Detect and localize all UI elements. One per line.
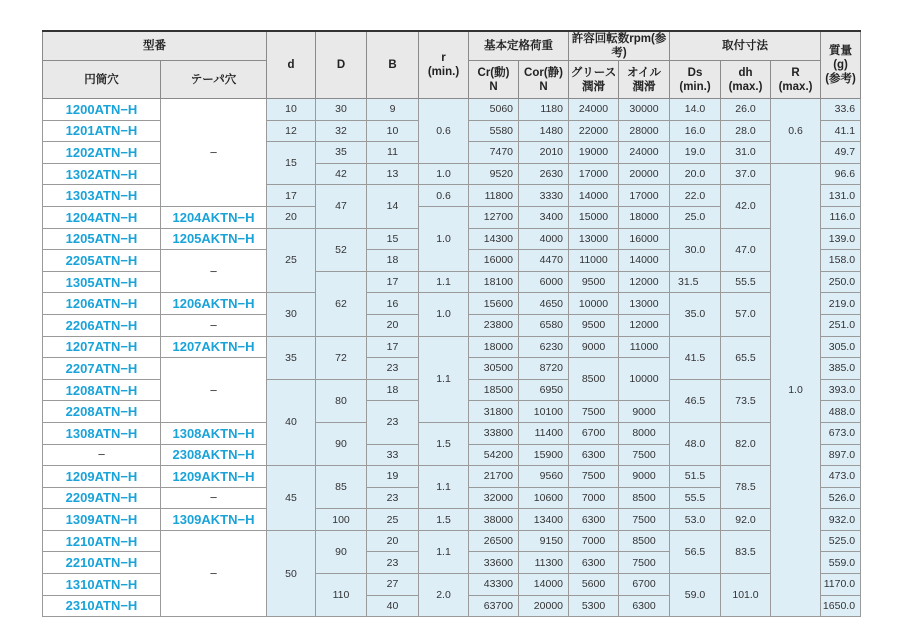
cell-mass: 219.0: [821, 293, 861, 315]
cell-d: 20: [267, 206, 316, 228]
cell-cr: 33600: [469, 552, 519, 574]
table-row: [43, 99, 861, 121]
cell-grease: 5600: [569, 574, 619, 596]
cell-cor: 6580: [519, 314, 569, 336]
cell-dh: 26.0: [721, 99, 771, 121]
table-row: [43, 422, 861, 444]
part-number: 1208ATN−H: [43, 379, 161, 401]
taper-part-number: −: [161, 250, 267, 293]
d-header: d: [267, 31, 316, 99]
cell-dh: 83.5: [721, 530, 771, 573]
cell-oil: 20000: [619, 163, 670, 185]
cell-cr: 33800: [469, 422, 519, 444]
cell-cr: 63700: [469, 595, 519, 617]
ds-header: Ds (min.): [670, 61, 721, 99]
cell-grease: 5300: [569, 595, 619, 617]
cell-D: 100: [316, 509, 367, 531]
mount-header: 取付寸法: [670, 31, 821, 61]
cell-oil: 24000: [619, 142, 670, 164]
cell-mass: 1170.0: [821, 574, 861, 596]
cell-d: 12: [267, 120, 316, 142]
cell-B: 11: [367, 142, 419, 164]
cell-B: 17: [367, 336, 419, 358]
cell-grease: 9500: [569, 271, 619, 293]
cell-grease: 10000: [569, 293, 619, 315]
speed-header: 許容回転数rpm(参考): [569, 31, 670, 61]
cell-oil: 14000: [619, 250, 670, 272]
cell-cr: 43300: [469, 574, 519, 596]
cell-r: 2.0: [419, 574, 469, 617]
cell-cr: 14300: [469, 228, 519, 250]
cell-B: 17: [367, 271, 419, 293]
cell-mass: 488.0: [821, 401, 861, 423]
cell-B: 15: [367, 228, 419, 250]
cell-cor: 3400: [519, 206, 569, 228]
part-number: 1201ATN−H: [43, 120, 161, 142]
cell-mass: 49.7: [821, 142, 861, 164]
cell-cr: 38000: [469, 509, 519, 531]
part-number: 1210ATN−H: [43, 530, 161, 552]
cell-ds: 19.0: [670, 142, 721, 164]
cell-mass: 158.0: [821, 250, 861, 272]
r-header: r (min.): [419, 31, 469, 99]
cell-oil: 12000: [619, 271, 670, 293]
cell-r: 1.1: [419, 466, 469, 509]
cell-grease: 9500: [569, 314, 619, 336]
part-number: 1209ATN−H: [43, 466, 161, 488]
cell-D: 72: [316, 336, 367, 379]
cell-B: 16: [367, 293, 419, 315]
cell-cr: 18100: [469, 271, 519, 293]
cell-cor: 1180: [519, 99, 569, 121]
part-number: −: [43, 444, 161, 466]
cell-cor: 13400: [519, 509, 569, 531]
grease-header: グリース 潤滑: [569, 61, 619, 99]
cr-header: Cr(動) N: [469, 61, 519, 99]
cell-B: 9: [367, 99, 419, 121]
cell-ds: 20.0: [670, 163, 721, 185]
cell-r: 1.1: [419, 336, 469, 422]
cell-grease: 7000: [569, 487, 619, 509]
cell-r: 1.0: [419, 293, 469, 336]
bore-taper-header: テーパ穴: [161, 61, 267, 99]
part-number: 2206ATN−H: [43, 314, 161, 336]
cell-oil: 6700: [619, 574, 670, 596]
cell-r: 1.5: [419, 509, 469, 531]
cell-grease: 6300: [569, 552, 619, 574]
taper-part-number: −: [161, 99, 267, 207]
cell-d: 15: [267, 142, 316, 185]
load-rating-header: 基本定格荷重: [469, 31, 569, 61]
part-number: 1202ATN−H: [43, 142, 161, 164]
cell-cor: 9150: [519, 530, 569, 552]
cell-ds: 35.0: [670, 293, 721, 336]
cell-cor: 1480: [519, 120, 569, 142]
cell-cr: 18500: [469, 379, 519, 401]
cell-B: 20: [367, 530, 419, 552]
cell-cr: 15600: [469, 293, 519, 315]
R-header: R (max.): [771, 61, 821, 99]
cell-grease: 6700: [569, 422, 619, 444]
cell-D: 42: [316, 163, 367, 185]
part-number: 2208ATN−H: [43, 401, 161, 423]
cell-mass: 139.0: [821, 228, 861, 250]
cell-d: 35: [267, 336, 316, 379]
cell-grease: 13000: [569, 228, 619, 250]
cell-ds: 46.5: [670, 379, 721, 422]
cell-cr: 5580: [469, 120, 519, 142]
cell-cr: 23800: [469, 314, 519, 336]
cell-mass: 526.0: [821, 487, 861, 509]
cell-B: 13: [367, 163, 419, 185]
cell-B: 23: [367, 487, 419, 509]
cell-grease: 14000: [569, 185, 619, 207]
cell-B: 27: [367, 574, 419, 596]
cell-grease: 19000: [569, 142, 619, 164]
cell-grease: 6300: [569, 444, 619, 466]
table-row: [43, 293, 861, 315]
part-number: 2310ATN−H: [43, 595, 161, 617]
part-number: 1309ATN−H: [43, 509, 161, 531]
cor-header: Cor(静) N: [519, 61, 569, 99]
cell-D: 62: [316, 271, 367, 336]
cell-grease: 7000: [569, 530, 619, 552]
cell-oil: 8000: [619, 422, 670, 444]
cell-grease: 8500: [569, 358, 619, 401]
cell-D: 32: [316, 120, 367, 142]
cell-B: 14: [367, 185, 419, 228]
bore-round-header: 円筒穴: [43, 61, 161, 99]
cell-d: 40: [267, 379, 316, 465]
cell-B: 19: [367, 466, 419, 488]
cell-cr: 32000: [469, 487, 519, 509]
taper-part-number: −: [161, 358, 267, 423]
cell-grease: 24000: [569, 99, 619, 121]
cell-dh: 31.0: [721, 142, 771, 164]
taper-part-number: 1204AKTN−H: [161, 206, 267, 228]
cell-mass: 33.6: [821, 99, 861, 121]
taper-part-number: 1308AKTN−H: [161, 422, 267, 444]
cell-dh: 65.5: [721, 336, 771, 379]
cell-cor: 6230: [519, 336, 569, 358]
cell-cr: 16000: [469, 250, 519, 272]
cell-mass: 897.0: [821, 444, 861, 466]
cell-oil: 13000: [619, 293, 670, 315]
cell-oil: 8500: [619, 530, 670, 552]
cell-mass: 559.0: [821, 552, 861, 574]
cell-cr: 54200: [469, 444, 519, 466]
cell-oil: 12000: [619, 314, 670, 336]
taper-part-number: 1205AKTN−H: [161, 228, 267, 250]
cell-cr: 11800: [469, 185, 519, 207]
cell-r: 0.6: [419, 99, 469, 164]
cell-cr: 26500: [469, 530, 519, 552]
cell-B: 23: [367, 401, 419, 444]
cell-ds: 25.0: [670, 206, 721, 228]
taper-part-number: 1207AKTN−H: [161, 336, 267, 358]
cell-B: 23: [367, 358, 419, 380]
taper-part-number: 1309AKTN−H: [161, 509, 267, 531]
cell-mass: 393.0: [821, 379, 861, 401]
cell-mass: 385.0: [821, 358, 861, 380]
cell-oil: 30000: [619, 99, 670, 121]
model-header: 型番: [43, 31, 267, 61]
cell-r: 1.1: [419, 271, 469, 293]
cell-D: 35: [316, 142, 367, 164]
part-number: 1308ATN−H: [43, 422, 161, 444]
cell-oil: 7500: [619, 552, 670, 574]
cell-ds: 56.5: [670, 530, 721, 573]
cell-mass: 251.0: [821, 314, 861, 336]
cell-B: 18: [367, 250, 419, 272]
cell-dh: 57.0: [721, 293, 771, 336]
mass-header: 質量 (g) (参考): [821, 31, 861, 99]
cell-grease: 9000: [569, 336, 619, 358]
cell-mass: 932.0: [821, 509, 861, 531]
cell-cor: 2630: [519, 163, 569, 185]
cell-oil: 9000: [619, 401, 670, 423]
cell-grease: 17000: [569, 163, 619, 185]
cell-oil: 10000: [619, 358, 670, 401]
oil-header: オイル 潤滑: [619, 61, 670, 99]
cell-B: 23: [367, 552, 419, 574]
cell-r: 1.5: [419, 422, 469, 465]
cell-d: 50: [267, 530, 316, 616]
cell-cr: 31800: [469, 401, 519, 423]
cell-ds: 51.5: [670, 466, 721, 488]
cell-grease: 15000: [569, 206, 619, 228]
cell-mass: 473.0: [821, 466, 861, 488]
cell-ds: 22.0: [670, 185, 721, 207]
part-number: 1206ATN−H: [43, 293, 161, 315]
cell-D: 90: [316, 530, 367, 573]
cell-dh: 42.0: [721, 185, 771, 228]
cell-cor: 6000: [519, 271, 569, 293]
cell-mass: 41.1: [821, 120, 861, 142]
cell-B: 33: [367, 444, 419, 466]
cell-oil: 7500: [619, 509, 670, 531]
cell-dh: 101.0: [721, 574, 771, 617]
cell-dh: 28.0: [721, 120, 771, 142]
cell-d: 17: [267, 185, 316, 207]
cell-ds: 31.5: [670, 271, 721, 293]
cell-B: 25: [367, 509, 419, 531]
cell-R: 0.6: [771, 99, 821, 164]
cell-cor: 9560: [519, 466, 569, 488]
cell-d: 30: [267, 293, 316, 336]
cell-mass: 116.0: [821, 206, 861, 228]
cell-dh: 73.5: [721, 379, 771, 422]
cell-D: 30: [316, 99, 367, 121]
cell-cor: 20000: [519, 595, 569, 617]
cell-ds: 14.0: [670, 99, 721, 121]
cell-mass: 673.0: [821, 422, 861, 444]
taper-part-number: 2308AKTN−H: [161, 444, 267, 466]
cell-D: 80: [316, 379, 367, 422]
cell-cor: 10600: [519, 487, 569, 509]
cell-B: 40: [367, 595, 419, 617]
part-number: 1302ATN−H: [43, 163, 161, 185]
cell-cor: 2010: [519, 142, 569, 164]
cell-ds: 55.5: [670, 487, 721, 509]
cell-d: 45: [267, 466, 316, 531]
dh-header: dh (max.): [721, 61, 771, 99]
part-number: 1310ATN−H: [43, 574, 161, 596]
table-row: [43, 336, 861, 358]
cell-cr: 7470: [469, 142, 519, 164]
taper-part-number: −: [161, 314, 267, 336]
cell-dh: 92.0: [721, 509, 771, 531]
cell-D: 110: [316, 574, 367, 617]
part-number: 1204ATN−H: [43, 206, 161, 228]
cell-grease: 6300: [569, 509, 619, 531]
cell-oil: 6300: [619, 595, 670, 617]
D-header: D: [316, 31, 367, 99]
cell-cr: 30500: [469, 358, 519, 380]
cell-cor: 4000: [519, 228, 569, 250]
cell-oil: 16000: [619, 228, 670, 250]
cell-B: 18: [367, 379, 419, 401]
cell-mass: 1650.0: [821, 595, 861, 617]
taper-part-number: 1209AKTN−H: [161, 466, 267, 488]
cell-cor: 8720: [519, 358, 569, 380]
cell-cor: 15900: [519, 444, 569, 466]
cell-ds: 53.0: [670, 509, 721, 531]
cell-mass: 525.0: [821, 530, 861, 552]
cell-d: 10: [267, 99, 316, 121]
cell-mass: 131.0: [821, 185, 861, 207]
cell-ds: 30.0: [670, 228, 721, 271]
part-number: 2205ATN−H: [43, 250, 161, 272]
cell-dh: 47.0: [721, 228, 771, 271]
cell-dh: 37.0: [721, 163, 771, 185]
cell-oil: 11000: [619, 336, 670, 358]
table-row: [43, 466, 861, 488]
cell-oil: 8500: [619, 487, 670, 509]
cell-dh: 55.5: [721, 271, 771, 293]
cell-grease: 22000: [569, 120, 619, 142]
part-number: 2210ATN−H: [43, 552, 161, 574]
cell-B: 20: [367, 314, 419, 336]
part-number: 1207ATN−H: [43, 336, 161, 358]
cell-dh: 78.5: [721, 466, 771, 509]
cell-oil: 28000: [619, 120, 670, 142]
cell-D: 52: [316, 228, 367, 271]
cell-oil: 9000: [619, 466, 670, 488]
cell-B: 10: [367, 120, 419, 142]
cell-grease: 11000: [569, 250, 619, 272]
cell-grease: 7500: [569, 401, 619, 423]
cell-cr: 12700: [469, 206, 519, 228]
cell-ds: 48.0: [670, 422, 721, 465]
cell-cr: 18000: [469, 336, 519, 358]
cell-mass: 96.6: [821, 163, 861, 185]
part-number: 1303ATN−H: [43, 185, 161, 207]
cell-r: 0.6: [419, 185, 469, 207]
part-number: 2209ATN−H: [43, 487, 161, 509]
cell-cor: 11300: [519, 552, 569, 574]
part-number: 1200ATN−H: [43, 99, 161, 121]
table-row: [43, 530, 861, 552]
cell-r: 1.0: [419, 206, 469, 271]
bearing-spec-table: [42, 30, 861, 617]
cell-cor: 10100: [519, 401, 569, 423]
cell-oil: 7500: [619, 444, 670, 466]
cell-dh: 82.0: [721, 422, 771, 465]
cell-ds: 16.0: [670, 120, 721, 142]
cell-ds: 41.5: [670, 336, 721, 379]
cell-cor: 4470: [519, 250, 569, 272]
cell-mass: 250.0: [821, 271, 861, 293]
taper-part-number: 1206AKTN−H: [161, 293, 267, 315]
table-row: [43, 509, 861, 531]
cell-mass: 305.0: [821, 336, 861, 358]
cell-R: 1.0: [771, 163, 821, 616]
part-number: 1305ATN−H: [43, 271, 161, 293]
cell-oil: 18000: [619, 206, 670, 228]
cell-cr: 5060: [469, 99, 519, 121]
cell-oil: 17000: [619, 185, 670, 207]
cell-r: 1.1: [419, 530, 469, 573]
cell-r: 1.0: [419, 163, 469, 185]
part-number: 1205ATN−H: [43, 228, 161, 250]
B-header: B: [367, 31, 419, 99]
cell-D: 85: [316, 466, 367, 509]
cell-cor: 4650: [519, 293, 569, 315]
cell-ds: 59.0: [670, 574, 721, 617]
cell-cor: 11400: [519, 422, 569, 444]
cell-cor: 14000: [519, 574, 569, 596]
cell-cor: 3330: [519, 185, 569, 207]
cell-D: 47: [316, 185, 367, 228]
taper-part-number: −: [161, 530, 267, 616]
cell-cr: 9520: [469, 163, 519, 185]
cell-cr: 21700: [469, 466, 519, 488]
cell-D: 90: [316, 422, 367, 465]
cell-d: 25: [267, 228, 316, 293]
cell-cor: 6950: [519, 379, 569, 401]
part-number: 2207ATN−H: [43, 358, 161, 380]
cell-grease: 7500: [569, 466, 619, 488]
taper-part-number: −: [161, 487, 267, 509]
